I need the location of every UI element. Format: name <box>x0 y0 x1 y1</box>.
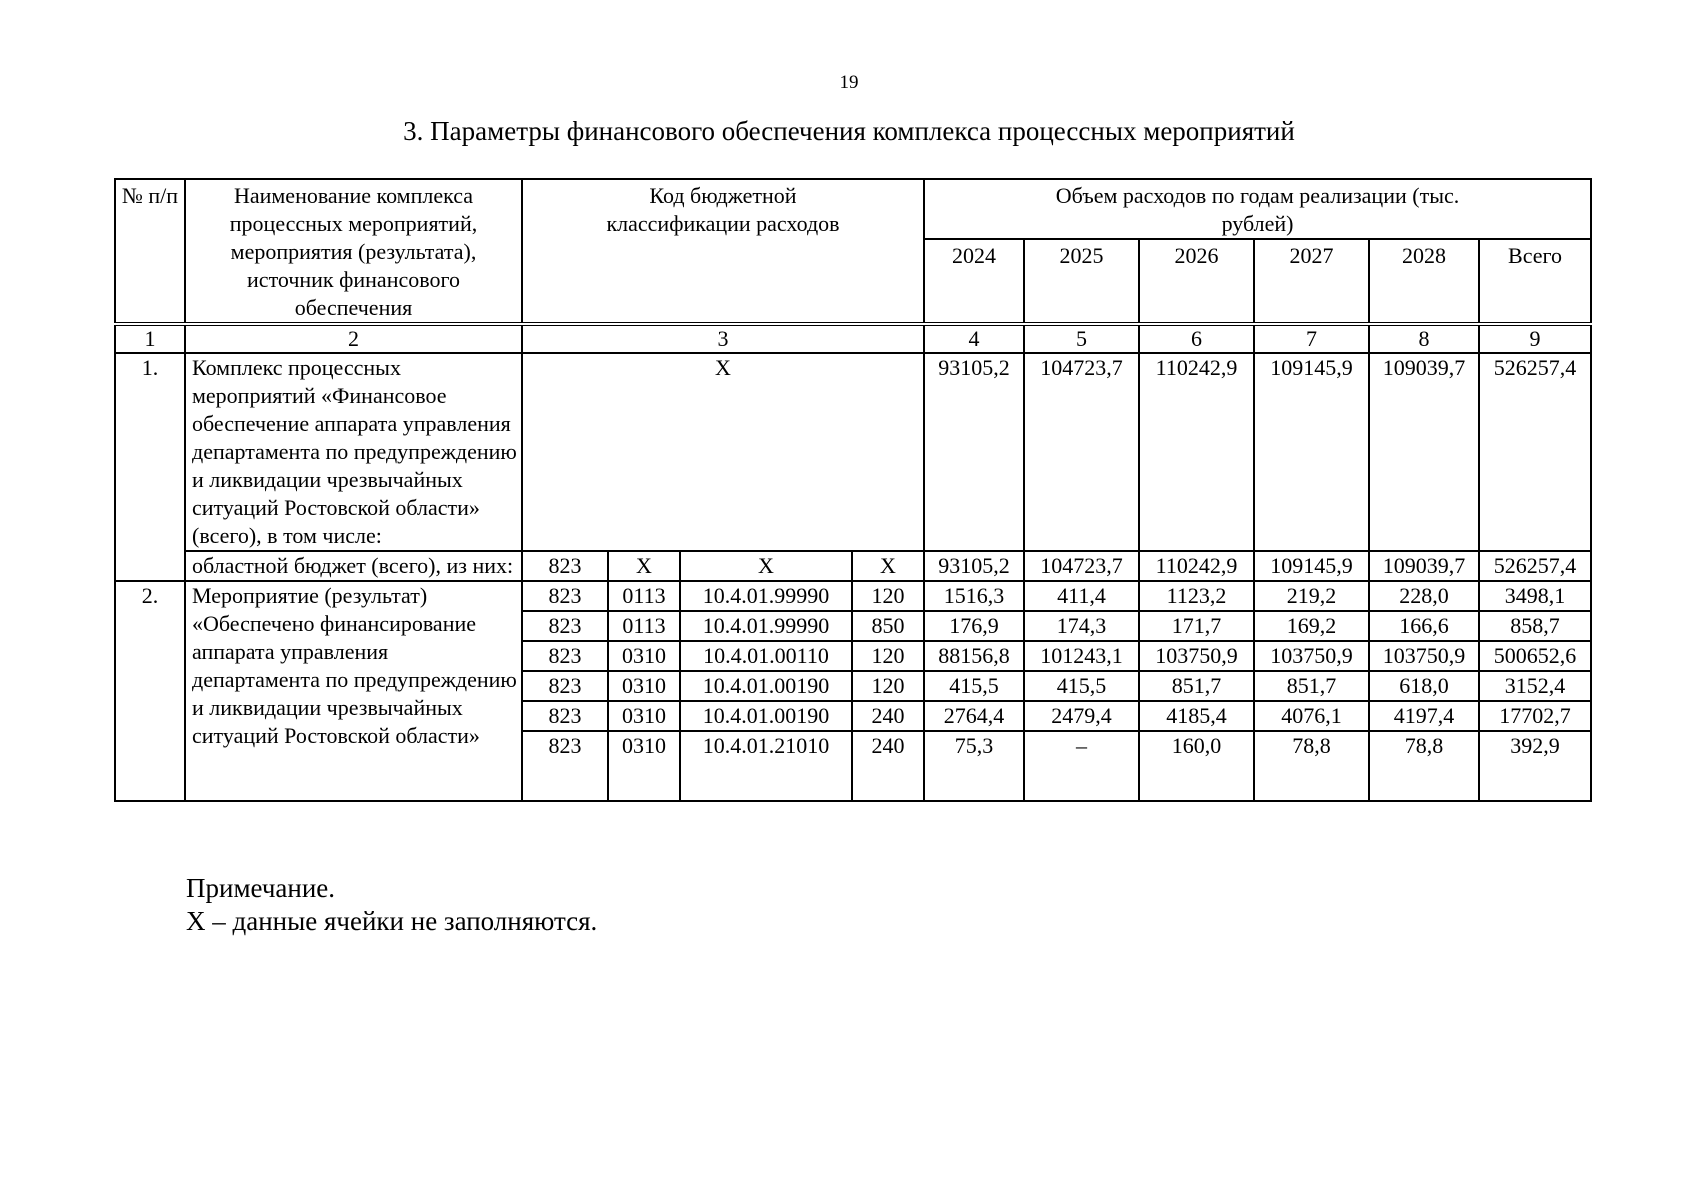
table-row <box>115 353 1591 551</box>
column-number: 2 <box>185 324 522 353</box>
footnote-heading: Примечание. <box>186 873 336 903</box>
cell-value: 851,7 <box>1139 671 1254 701</box>
cell-code: 850 <box>852 611 924 641</box>
row-number: 2. <box>115 581 185 801</box>
cell-value: 169,2 <box>1254 611 1369 641</box>
header-code-text: Код бюджетной классификации расходов <box>606 183 840 236</box>
cell-code: 0310 <box>608 641 680 671</box>
financing-table <box>114 178 1592 802</box>
column-number: 7 <box>1254 324 1369 353</box>
cell-value: 109145,9 <box>1254 353 1369 551</box>
header-volume-text: Объем расходов по годам реализации (тыс. рублей) <box>1055 183 1460 236</box>
cell-code: 10.4.01.00190 <box>680 671 852 701</box>
cell-code: 823 <box>522 731 608 801</box>
header-name: Наименование комплекса процессных мероприятий, мероприятия (результата), источник финансового обеспечения <box>185 179 522 324</box>
cell-value: 109145,9 <box>1254 551 1369 581</box>
cell-value: 618,0 <box>1369 671 1479 701</box>
page-number: 19 <box>839 72 859 93</box>
header-year: 2024 <box>924 239 1024 324</box>
cell-value: 392,9 <box>1479 731 1591 801</box>
cell-code: 823 <box>522 581 608 611</box>
header-year: 2028 <box>1369 239 1479 324</box>
header-total: Всего <box>1479 239 1591 324</box>
cell-code: 10.4.01.99990 <box>680 581 852 611</box>
cell-value: 4185,4 <box>1139 701 1254 731</box>
cell-value: 526257,4 <box>1479 353 1591 551</box>
cell-value: 109039,7 <box>1369 353 1479 551</box>
header-num: № п/п <box>115 179 185 324</box>
cell-code: 0310 <box>608 731 680 801</box>
cell-value: 2764,4 <box>924 701 1024 731</box>
cell-code: 10.4.01.99990 <box>680 611 852 641</box>
cell-code: 10.4.01.00110 <box>680 641 852 671</box>
cell-value: 3498,1 <box>1479 581 1591 611</box>
cell-code: 240 <box>852 701 924 731</box>
cell-code: 823 <box>522 701 608 731</box>
cell-value: 526257,4 <box>1479 551 1591 581</box>
footnote <box>186 872 597 938</box>
cell-code: 10.4.01.00190 <box>680 701 852 731</box>
row-name: Комплекс процессных мероприятий «Финансовое обеспечение аппарата управления департамента по предупреждению и ликвидации чрезвычайных ситуаций Ростовской области» (всего), в том числе: <box>185 353 522 551</box>
cell-value: 110242,9 <box>1139 353 1254 551</box>
cell-value: 2479,4 <box>1024 701 1139 731</box>
column-number: 3 <box>522 324 924 353</box>
cell-value: 78,8 <box>1369 731 1479 801</box>
cell-value: 103750,9 <box>1139 641 1254 671</box>
cell-code: 823 <box>522 671 608 701</box>
cell-code: 823 <box>522 611 608 641</box>
header-year: 2027 <box>1254 239 1369 324</box>
row-name: Мероприятие (результат) «Обеспечено финансирование аппарата управления департамента по предупреждению и ликвидации чрезвычайных ситуаций Ростовской области» <box>185 581 522 801</box>
cell-value: 415,5 <box>924 671 1024 701</box>
cell-code: 0310 <box>608 671 680 701</box>
cell-value: 109039,7 <box>1369 551 1479 581</box>
cell-value: 93105,2 <box>924 353 1024 551</box>
header-year: 2025 <box>1024 239 1139 324</box>
cell-code: X <box>852 551 924 581</box>
header-volume <box>924 179 1591 239</box>
cell-code: 823 <box>522 551 608 581</box>
cell-value: 101243,1 <box>1024 641 1139 671</box>
cell-value: 411,4 <box>1024 581 1139 611</box>
column-number: 5 <box>1024 324 1139 353</box>
cell-code: X <box>680 551 852 581</box>
cell-value: 160,0 <box>1139 731 1254 801</box>
cell-code: 120 <box>852 581 924 611</box>
cell-value: 166,6 <box>1369 611 1479 641</box>
cell-code: 0113 <box>608 581 680 611</box>
cell-value: 93105,2 <box>924 551 1024 581</box>
cell-value: 171,7 <box>1139 611 1254 641</box>
cell-code: 120 <box>852 641 924 671</box>
cell-value: 4197,4 <box>1369 701 1479 731</box>
cell-value: 103750,9 <box>1369 641 1479 671</box>
cell-value: 75,3 <box>924 731 1024 801</box>
cell-code: 10.4.01.21010 <box>680 731 852 801</box>
column-number: 4 <box>924 324 1024 353</box>
cell-value: 415,5 <box>1024 671 1139 701</box>
cell-value: 88156,8 <box>924 641 1024 671</box>
cell-code: 0113 <box>608 611 680 641</box>
cell-value: 78,8 <box>1254 731 1369 801</box>
column-number: 1 <box>115 324 185 353</box>
cell-code: X <box>608 551 680 581</box>
cell-value: 851,7 <box>1254 671 1369 701</box>
column-number: 8 <box>1369 324 1479 353</box>
table-row <box>115 551 1591 581</box>
cell-value: 103750,9 <box>1254 641 1369 671</box>
column-number-row <box>115 324 1591 353</box>
cell-value: 17702,7 <box>1479 701 1591 731</box>
cell-value: 3152,4 <box>1479 671 1591 701</box>
cell-code: 120 <box>852 671 924 701</box>
cell-value: 174,3 <box>1024 611 1139 641</box>
cell-value: 228,0 <box>1369 581 1479 611</box>
cell-value: 1123,2 <box>1139 581 1254 611</box>
row-number: 1. <box>115 353 185 581</box>
cell-value: 219,2 <box>1254 581 1369 611</box>
cell-value: 4076,1 <box>1254 701 1369 731</box>
table-row <box>115 581 1591 611</box>
row-name: областной бюджет (всего), из них: <box>185 551 522 581</box>
cell-value: – <box>1024 731 1139 801</box>
cell-value: 1516,3 <box>924 581 1024 611</box>
header-code <box>522 179 924 324</box>
cell-code: 823 <box>522 641 608 671</box>
cell-value: 104723,7 <box>1024 353 1139 551</box>
cell-value: 110242,9 <box>1139 551 1254 581</box>
cell-value: 858,7 <box>1479 611 1591 641</box>
cell-code: 0310 <box>608 701 680 731</box>
header-year: 2026 <box>1139 239 1254 324</box>
section-title: 3. Параметры финансового обеспечения комплекса процессных мероприятий <box>403 116 1295 146</box>
cell-value: 176,9 <box>924 611 1024 641</box>
cell-code: X <box>522 353 924 551</box>
cell-value: 104723,7 <box>1024 551 1139 581</box>
cell-value: 500652,6 <box>1479 641 1591 671</box>
column-number: 9 <box>1479 324 1591 353</box>
cell-code: 240 <box>852 731 924 801</box>
column-number: 6 <box>1139 324 1254 353</box>
footnote-text: X – данные ячейки не заполняются. <box>186 906 598 936</box>
